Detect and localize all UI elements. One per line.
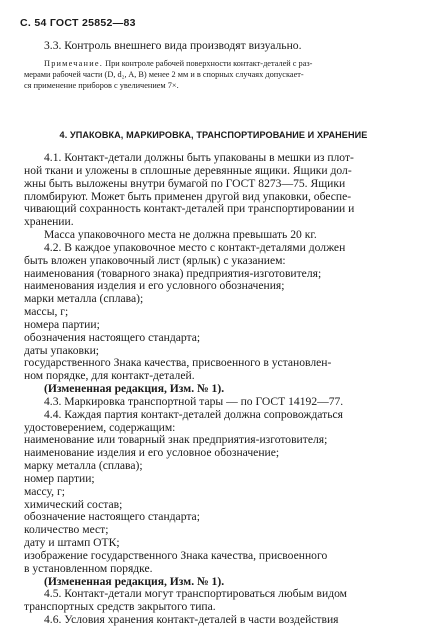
line: государственного Знака качества, присвоенного в установлен- [24,356,332,370]
line: быть вложен упаковочный лист (ярлык) с указанием: [24,253,286,267]
revision-note: (Измененная редакция, Изм. № 1). [44,382,225,396]
line: наименования (товарного знака) предприятия-изготовителя; [24,266,322,280]
line: пломбируют. Может быть применен другой вид упаковки, обеспе- [24,189,352,203]
line: хранении. [24,215,74,229]
note-label: Примечание. [44,59,103,68]
line: Масса упаковочного места не должна превышать 20 кг. [44,228,317,242]
line: 4.3. Маркировка транспортной тары — по ГОСТ 14192—77. [44,394,344,408]
line: наименование или товарный знак предприятия-изготовителя; [24,433,328,447]
line: 4.4. Каждая партия контакт-деталей должна сопровождаться [44,407,343,421]
line: массу, г; [24,484,65,498]
line: марки металла (сплава); [24,292,144,306]
line: марку металла (сплава); [24,459,143,473]
line: удостоверением, содержащим: [24,420,176,434]
line: 4.2. В каждое упаковочное место с контакт-деталями должен [44,240,346,254]
line: дату и штамп ОТК; [24,536,120,550]
line: ном порядке, для контакт-деталей. [24,369,195,383]
line: наименования изделия и его условного обозначения; [24,279,285,293]
line: в установленном порядке. [24,561,153,575]
line: обозначение настоящего стандарта; [24,510,200,524]
item-3-3: 3.3. Контроль внешнего вида производят визуально. [44,39,302,52]
line: номера партии; [24,317,100,331]
line: 4.5. Контакт-детали могут транспортироваться любым видом [44,587,348,601]
line: обозначения настоящего стандарта; [24,330,201,344]
line: наименование изделия и его условное обозначение; [24,446,280,460]
revision-note: (Измененная редакция, Изм. № 1). [44,574,225,588]
line: ной ткани и уложены в сплошные деревянные ящики. Ящики дол- [24,163,352,177]
note-line-1-text: При контроле рабочей поверхности контакт-деталей с раз- [105,59,313,68]
line: 4.1. Контакт-детали должны быть упакованы в мешки из плот- [44,151,354,164]
line: количество мест; [24,523,109,537]
line: номер партии; [24,471,95,485]
line: чивающий сохранность контакт-деталей при транспортировании и [24,202,355,216]
line: жны быть выложены внутри бумагой по ГОСТ 8273—75. Ящики [24,176,346,190]
section-title: 4. УПАКОВКА, МАРКИРОВКА, ТРАНСПОРТИРОВАНИЕ И ХРАНЕНИЕ [59,130,368,140]
line: транспортных средств закрытого типа. [24,600,216,614]
note-line-3: ся применение приборов с увеличением 7×. [24,81,179,90]
line: изображение государственного Знака качества, присвоенного [24,548,328,562]
line: даты упаковки; [24,343,100,357]
line: 4.6. Условия хранения контакт-деталей в части воздействия [44,613,339,627]
note-line-1 [44,59,312,69]
page-header: С. 54 ГОСТ 25852—83 [20,17,136,29]
note-line-2: мерами рабочей части (D, d₂, A, B) менее 2 мм и в спорных случаях допускает- [24,70,304,79]
line: химический состав; [24,497,123,511]
line: массы, г; [24,305,69,319]
